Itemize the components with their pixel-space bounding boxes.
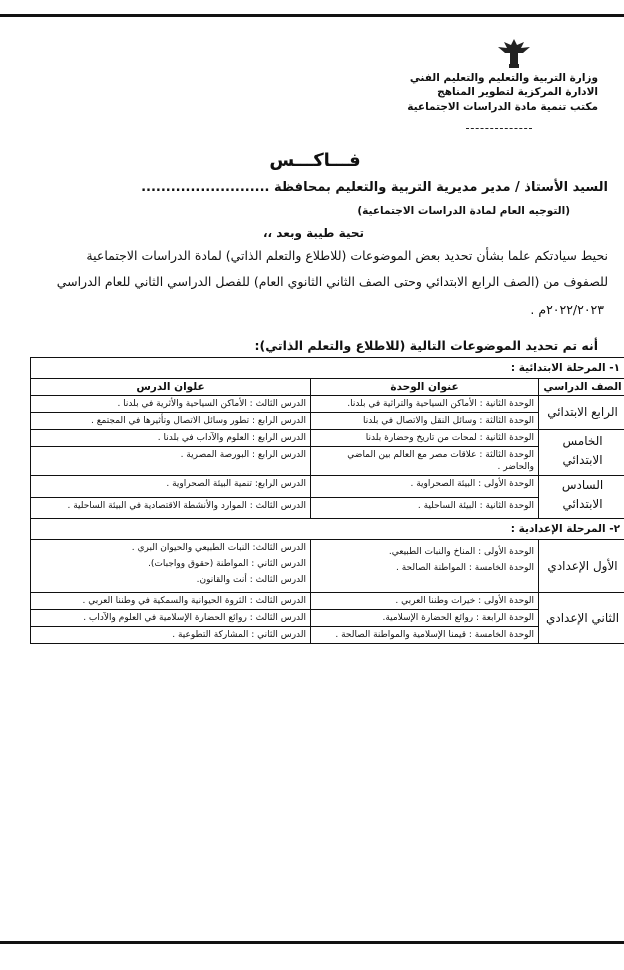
stage-row (31, 519, 624, 540)
lesson-cell: الدرس الرابع : البورصة المصرية . (31, 447, 311, 476)
grade-label: الخامس (562, 433, 603, 448)
lesson-line: الدرس الثالث: النبات الطبيعي والحيوان البري . (131, 543, 307, 553)
topics-intro: أنه تم تحديد الموضوعات التالية (للاطلاع والتعلم الذاتي): (254, 338, 598, 353)
greeting: تحية طيبة وبعد ،، (262, 226, 364, 240)
lesson-cell: الدرس الثالث : روائع الحضارة الإسلامية في العلوم والآداب . (31, 610, 311, 627)
table-row (31, 396, 624, 413)
grade-cell: الأول الإعدادي (539, 540, 624, 593)
body-line: نحيط سيادتكم علما بشأن تحديد بعض الموضوعات (للاطلاع والتعلم الذاتي) لمادة الدراسات الاجتماعية (86, 248, 608, 263)
table-row (31, 413, 624, 430)
table-row (31, 610, 624, 627)
lesson-cell: الدرس الثالث : الموارد والأنشطة الاقتصادية في البيئة الساحلية . (31, 497, 311, 519)
column-header: علوان الدرس (31, 379, 311, 396)
lesson-cell: الدرس الثاني : المشاركة التطوعية . (31, 627, 311, 644)
subtitle: (التوجيه العام لمادة الدراسات الاجتماعية) (357, 205, 570, 217)
column-header: الصف الدراسي (539, 379, 624, 396)
unit-cell: الوحدة الثانية : البيئة الساحلية . (311, 497, 539, 519)
stage-row (31, 358, 624, 379)
grade-cell (539, 430, 624, 476)
topics-table (30, 357, 624, 644)
unit-cell: الوحدة الثانية : لمحات من تاريخ وحضارة بلدنا (311, 430, 539, 447)
department-name: الادارة المركزية لتطوير المناهج (437, 86, 598, 98)
lesson-cell: الدرس الرابع : تطور وسائل الاتصال وتأثيرها في المجتمع . (31, 413, 311, 430)
lesson-cell: الدرس الثالث : الأماكن السياحية والأثرية في بلدنا . (31, 396, 311, 413)
column-header: عنوان الوحدة (311, 379, 539, 396)
unit-line: الوحدة الأولى : المناخ والنبات الطبيعي. (388, 547, 535, 557)
header-divider (466, 128, 532, 129)
table-row (31, 430, 624, 447)
grade-cell: الثاني الإعدادي (539, 593, 624, 644)
grade-label: السادس (561, 478, 604, 492)
unit-cell: الوحدة الثالثة : علاقات مصر مع العالم بين الماضي والحاضر . (311, 447, 539, 476)
lesson-cell: الدرس الرابع: تنمية البيئة الصحراوية . (31, 476, 311, 498)
lesson-cell (31, 540, 311, 593)
unit-cell: الوحدة الثالثة : وسائل النقل والاتصال في بلدنا (311, 413, 539, 430)
body-line: للصفوف من (الصف الرابع الابتدائي وحتى الصف الثاني الثانوي العام) للفصل الدراسي الثاني للعام الدراسي (56, 274, 608, 289)
bottom-border (0, 941, 624, 944)
document-title: فـــاكـــس (269, 150, 361, 171)
table-row (31, 593, 624, 610)
table-row (31, 627, 624, 644)
unit-cell: الوحدة الرابعة : روائع الحضارة الإسلامية. (311, 610, 539, 627)
table-row (31, 447, 624, 476)
table-row (31, 497, 624, 519)
table-row (31, 476, 624, 498)
unit-cell: الوحدة الثانية : الأماكن السياحية والتراثية في بلدنا. (311, 396, 539, 413)
grade-label: الابتدائي (562, 452, 603, 467)
grade-cell: الرابع الابتدائي (539, 396, 624, 430)
grade-label: الابتدائي (562, 497, 603, 511)
ministry-name: وزارة التربية والتعليم والتعليم الفني (409, 72, 598, 84)
unit-cell: الوحدة الأولى : خيرات وطننا العربي . (311, 593, 539, 610)
unit-line: الوحدة الخامسة : المواطنة الصالحة . (396, 563, 535, 573)
lesson-cell: الدرس الثالث : الثروة الحيوانية والسمكية في وطننا العربي . (31, 593, 311, 610)
stage-heading: ٢- المرحلة الإعدادية : (31, 519, 624, 540)
body-line: ٢٠٢٢/٢٠٢٣م . (530, 302, 604, 317)
header-row (31, 379, 624, 396)
lesson-line: الدرس الثالث : أنت والقانون. (196, 575, 307, 585)
addressee-line: السيد الأستاذ / مدير مديرية التربية والتعليم بمحافظة .......................... (141, 180, 608, 195)
table-row (31, 540, 624, 593)
office-name: مكتب تنمية مادة الدراسات الاجتماعية (407, 101, 598, 113)
top-border (0, 14, 624, 17)
stage-heading: ١- المرحلة الابتدائية : (31, 358, 624, 379)
unit-cell (311, 540, 539, 593)
lesson-cell: الدرس الرابع : العلوم والآداب في بلدنا . (31, 430, 311, 447)
unit-cell: الوحدة الخامسة : قيمنا الإسلامية والمواطنة الصالحة . (311, 627, 539, 644)
lesson-line: الدرس الثاني : المواطنة (حقوق وواجبات). (148, 559, 307, 569)
unit-cell: الوحدة الأولى : البيئة الصحراوية . (311, 476, 539, 498)
eagle-emblem-icon (494, 36, 534, 70)
grade-cell (539, 476, 624, 519)
